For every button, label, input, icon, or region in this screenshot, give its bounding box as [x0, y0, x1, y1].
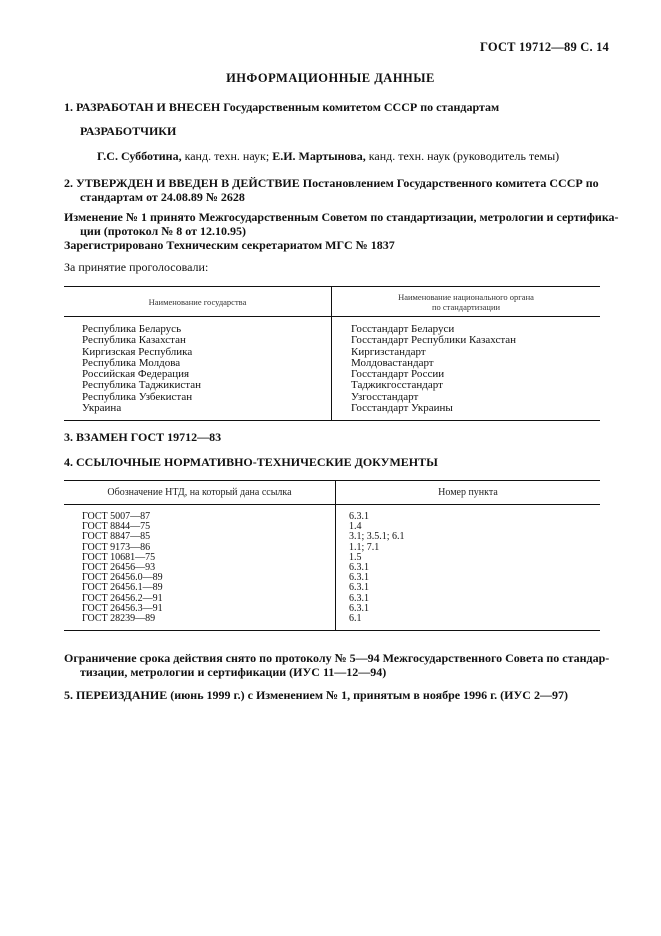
documents-cell	[64, 505, 336, 631]
table-row	[64, 505, 600, 631]
national-body-item: Госстандарт Республики Казахстан	[351, 334, 517, 347]
amendment-note	[64, 210, 619, 252]
clause-item: 6.3.1	[349, 511, 369, 522]
column-header-national-body-line-2: по стандартизации	[431, 301, 501, 312]
referenced-documents-table	[64, 480, 600, 631]
document-item: ГОСТ 8847—85	[82, 531, 151, 543]
column-header-document: Обозначение НТД, на который дана ссылка	[64, 481, 336, 505]
section-2	[64, 176, 599, 204]
state-item: Российская Федерация	[82, 368, 190, 381]
table-header-row	[64, 481, 600, 505]
column-header-clause: Номер пункта	[336, 481, 601, 505]
clause-item: 3.1; 3.5.1; 6.1	[349, 531, 405, 543]
limitation-line-2: тизации, метрологии и сертификации (ИУС 11—12—94)	[80, 665, 387, 679]
table-row	[64, 317, 600, 421]
clause-item: 6.3.1	[349, 592, 369, 604]
clause-item: 1.4	[349, 521, 362, 533]
national-body-item: Госстандарт Украины	[351, 402, 453, 415]
amendment-line-3: Зарегистрировано Техническим секретариатом МГС № 1837	[64, 238, 395, 252]
national-body-item: Таджикгосстандарт	[351, 379, 443, 392]
limitation-note	[64, 651, 609, 679]
section-1-text: РАЗРАБОТАН И ВНЕСЕН Государственным комитетом СССР по стандартам	[76, 100, 500, 114]
clause-item: 1.5	[349, 551, 362, 563]
section-3: 3. ВЗАМЕН ГОСТ 19712—83	[64, 430, 222, 444]
document-item: ГОСТ 26456.2—91	[82, 592, 163, 604]
state-item: Республика Молдова	[82, 356, 181, 369]
document-item: ГОСТ 26456.1—89	[82, 582, 163, 594]
document-item: ГОСТ 26456—93	[82, 562, 156, 574]
developers-list	[97, 149, 559, 163]
column-header-state: Наименование государства	[64, 287, 332, 317]
section-4: 4. ССЫЛОЧНЫЕ НОРМАТИВНО-ТЕХНИЧЕСКИЕ ДОКУМЕНТЫ	[64, 455, 438, 469]
clause-item: 6.3.1	[349, 602, 369, 614]
national-body-item: Киргизстандарт	[351, 345, 426, 358]
national-body-item: Госстандарт России	[351, 368, 445, 381]
clause-item: 6.3.1	[349, 572, 369, 584]
state-item: Республика Узбекистан	[82, 390, 193, 403]
section-5: 5. ПЕРЕИЗДАНИЕ (июнь 1999 г.) с Изменением № 1, принятым в ноябре 1996 г. (ИУС 2—97)	[64, 688, 568, 702]
state-item: Республика Беларусь	[82, 323, 182, 335]
column-header-national-body-line-1: Наименование национального органа	[398, 291, 534, 302]
document-item: ГОСТ 28239—89	[82, 613, 156, 625]
national-bodies-cell	[332, 317, 601, 421]
clause-item: 6.3.1	[349, 562, 369, 574]
section-1-number: 1.	[64, 100, 73, 114]
amendment-line-1: Изменение № 1 принято Межгосударственным Советом по стандартизации, метрологии и сертифика-	[64, 210, 619, 224]
national-body-item: Молдовастандарт	[351, 356, 434, 369]
states-cell	[64, 317, 332, 421]
developers-heading: РАЗРАБОТЧИКИ	[80, 124, 177, 138]
section-1	[64, 100, 499, 114]
national-body-item: Госстандарт Беларуси	[351, 323, 455, 335]
developer-2-degree: канд. техн. наук (руководитель темы)	[365, 149, 560, 163]
document-item: ГОСТ 26456.0—89	[82, 572, 163, 584]
clauses-cell	[336, 505, 601, 631]
page-title: ИНФОРМАЦИОННЫЕ ДАННЫЕ	[226, 71, 435, 85]
section-2-line-2: стандартам от 24.08.89 № 2628	[80, 190, 245, 204]
document-item: ГОСТ 8844—75	[82, 521, 151, 533]
limitation-line-1: Ограничение срока действия снято по протоколу № 5—94 Межгосударственного Совета по стандар-	[64, 651, 610, 665]
state-item: Украина	[82, 402, 122, 415]
document-item: ГОСТ 5007—87	[82, 511, 151, 522]
voting-states-table	[64, 286, 600, 421]
section-2-line-1: 2. УТВЕРЖДЕН И ВВЕДЕН В ДЕЙСТВИЕ Постановлением Государственного комитета СССР по	[64, 176, 599, 190]
clause-item: 6.1	[349, 613, 362, 625]
state-item: Республика Таджикистан	[82, 379, 201, 392]
document-item: ГОСТ 10681—75	[82, 551, 156, 563]
state-item: Киргизская Республика	[82, 345, 193, 358]
column-header-national-body	[332, 287, 601, 317]
table-header-row	[64, 287, 600, 317]
voted-label: За принятие проголосовали:	[64, 260, 209, 274]
developer-2-name: Е.И. Мартынова,	[272, 149, 366, 163]
developer-1-name: Г.С. Субботина,	[97, 149, 182, 163]
clause-item: 6.3.1	[349, 582, 369, 594]
document-item: ГОСТ 9173—86	[82, 541, 151, 553]
state-item: Республика Казахстан	[82, 334, 186, 347]
national-body-item: Узгосстандарт	[351, 390, 419, 403]
document-item: ГОСТ 26456.3—91	[82, 602, 163, 614]
page-header: ГОСТ 19712—89 С. 14	[480, 40, 609, 54]
amendment-line-2: ции (протокол № 8 от 12.10.95)	[80, 224, 247, 238]
developer-1-degree: канд. техн. наук;	[181, 149, 273, 163]
clause-item: 1.1; 7.1	[349, 541, 380, 553]
